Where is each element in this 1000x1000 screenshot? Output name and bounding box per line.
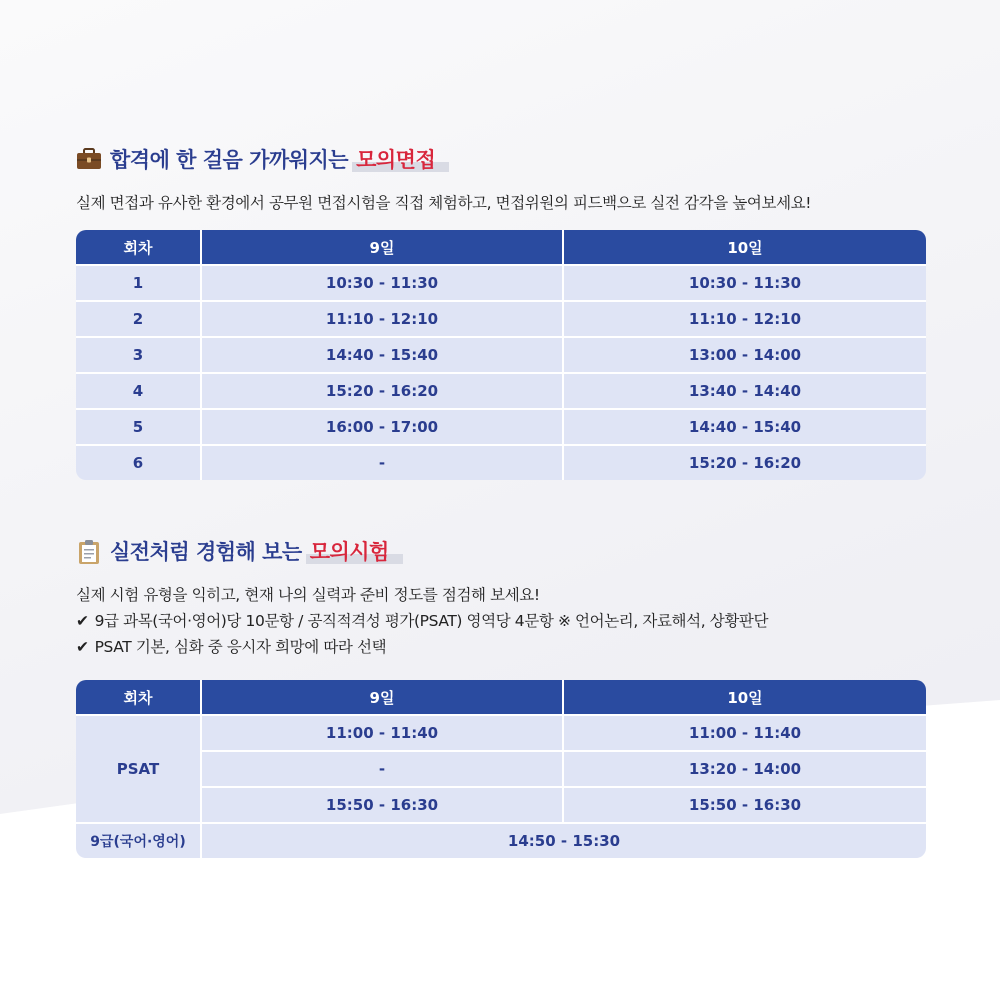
bullet-item — [76, 634, 926, 660]
round-cell: 1 — [76, 264, 202, 300]
time-cell: - — [202, 444, 564, 480]
bullet-item — [76, 608, 926, 634]
time-cell: 14:40 - 15:40 — [202, 336, 564, 372]
time-cell: 16:00 - 17:00 — [202, 408, 564, 444]
section-description — [76, 582, 926, 660]
header-day9: 9일 — [202, 230, 564, 264]
time-cell: 14:50 - 15:30 — [202, 822, 926, 858]
section-title-prefix: 실전처럼 경험해 보는 — [110, 540, 302, 564]
check-icon: ✔ — [76, 638, 89, 656]
time-cell: 13:20 - 14:00 — [564, 750, 926, 786]
time-cell: 13:00 - 14:00 — [564, 336, 926, 372]
table-row — [76, 714, 926, 750]
check-icon: ✔ — [76, 612, 89, 630]
section-title — [76, 534, 926, 568]
time-cell: - — [202, 750, 564, 786]
section-title-highlight — [356, 144, 435, 174]
table-row — [76, 444, 926, 480]
mock-exam-section — [76, 534, 926, 858]
section-title-prefix: 합격에 한 걸음 가까워지는 — [110, 148, 349, 172]
time-cell: 11:10 - 12:10 — [564, 300, 926, 336]
table-row — [76, 822, 926, 858]
round-cell: 3 — [76, 336, 202, 372]
section-title-highlight-text: 모의시험 — [309, 540, 389, 564]
clipboard-icon — [76, 539, 102, 563]
time-cell: 11:00 - 11:40 — [564, 714, 926, 750]
time-cell: 13:40 - 14:40 — [564, 372, 926, 408]
table-row — [76, 300, 926, 336]
header-day10: 10일 — [564, 680, 926, 714]
round-cell: 2 — [76, 300, 202, 336]
mock-interview-section — [76, 142, 926, 480]
time-cell: 14:40 - 15:40 — [564, 408, 926, 444]
bullet-text: 9급 과목(국어·영어)당 10문항 / 공직적격성 평가(PSAT) 영역당 4문항 ※ 언어논리, 자료해석, 상황판단 — [94, 612, 769, 630]
psat-label-cell: PSAT — [76, 714, 202, 822]
exam-schedule-table — [76, 680, 926, 858]
time-cell: 11:00 - 11:40 — [202, 714, 564, 750]
time-cell: 15:50 - 16:30 — [564, 786, 926, 822]
description-line: 실제 시험 유형을 익히고, 현재 나의 실력과 준비 정도를 점검해 보세요! — [76, 586, 540, 604]
time-cell: 10:30 - 11:30 — [564, 264, 926, 300]
header-round: 회차 — [76, 230, 202, 264]
table-row — [76, 786, 926, 822]
time-cell: 15:50 - 16:30 — [202, 786, 564, 822]
section-title — [76, 142, 926, 176]
table-row — [76, 336, 926, 372]
interview-schedule-table — [76, 230, 926, 480]
table-row — [76, 750, 926, 786]
header-day10: 10일 — [564, 230, 926, 264]
table-header-row — [76, 680, 926, 714]
header-round: 회차 — [76, 680, 202, 714]
round-cell: 4 — [76, 372, 202, 408]
table-row — [76, 408, 926, 444]
table-header-row — [76, 230, 926, 264]
round-cell: 6 — [76, 444, 202, 480]
bullet-text: PSAT 기본, 심화 중 응시자 희망에 따라 선택 — [94, 638, 387, 656]
round-cell: 5 — [76, 408, 202, 444]
section-title-highlight-text: 모의면접 — [356, 148, 436, 172]
briefcase-icon — [76, 147, 102, 171]
section-title-highlight — [310, 536, 389, 566]
time-cell: 10:30 - 11:30 — [202, 264, 564, 300]
grade9-label-cell: 9급(국어·영어) — [76, 822, 202, 858]
header-day9: 9일 — [202, 680, 564, 714]
section-description: 실제 면접과 유사한 환경에서 공무원 면접시험을 직접 체험하고, 면접위원의 피드백으로 실전 감각을 높여보세요! — [76, 194, 812, 212]
table-row — [76, 372, 926, 408]
time-cell: 15:20 - 16:20 — [564, 444, 926, 480]
time-cell: 15:20 - 16:20 — [202, 372, 564, 408]
time-cell: 11:10 - 12:10 — [202, 300, 564, 336]
table-row — [76, 264, 926, 300]
